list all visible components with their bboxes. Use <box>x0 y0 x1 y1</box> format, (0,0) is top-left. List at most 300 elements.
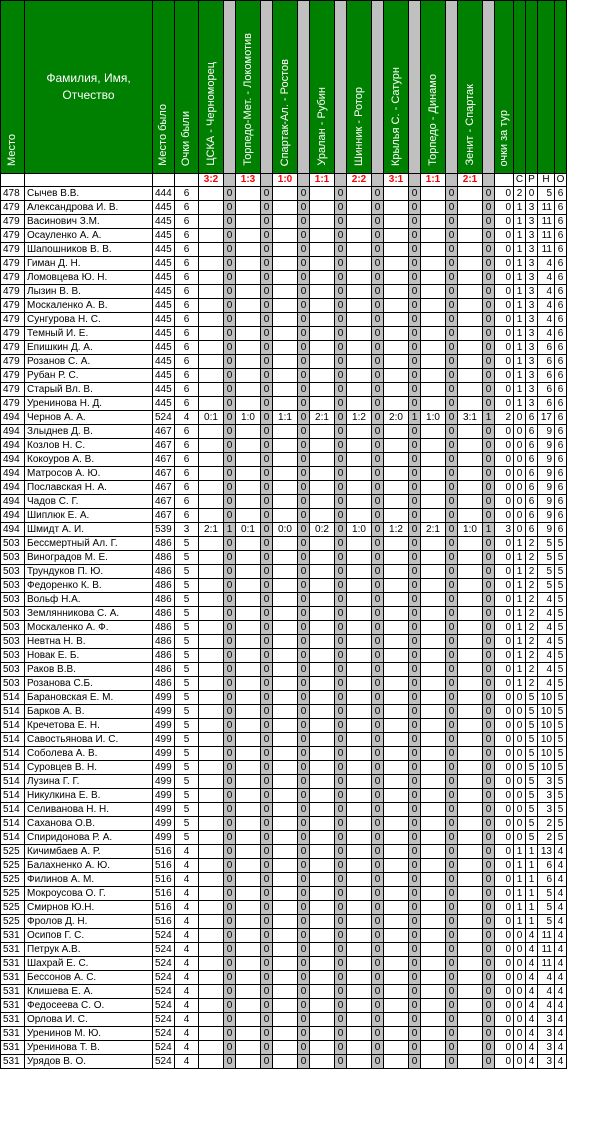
place-cell: 531 <box>1 929 25 943</box>
place-cell: 514 <box>1 719 25 733</box>
prediction-cell: 1:2 <box>384 523 409 537</box>
match-points-cell: 0 <box>372 971 384 985</box>
prediction-cell <box>458 887 483 901</box>
n-cell: 10 <box>538 705 555 719</box>
prediction-cell <box>458 271 483 285</box>
prediction-cell <box>236 999 261 1013</box>
match-points-cell: 0 <box>372 383 384 397</box>
prediction-cell <box>347 341 372 355</box>
n-cell: 4 <box>538 971 555 985</box>
prediction-cell <box>384 761 409 775</box>
n-cell: 4 <box>538 285 555 299</box>
table-row <box>1 523 567 537</box>
match-points-cell: 0 <box>483 803 495 817</box>
name-cell: Чадов С. Г. <box>25 495 153 509</box>
tour-points-cell: 0 <box>495 439 514 453</box>
match-points-cell: 0 <box>483 705 495 719</box>
match-points-cell: 0 <box>261 495 273 509</box>
prev-points-cell: 5 <box>175 607 199 621</box>
c-cell: 1 <box>514 271 526 285</box>
prev-place-cell: 524 <box>153 943 175 957</box>
n-cell: 3 <box>538 1013 555 1027</box>
prev-points-cell: 4 <box>175 929 199 943</box>
prediction-cell <box>199 845 224 859</box>
prediction-cell <box>273 593 298 607</box>
prediction-cell <box>199 1055 224 1069</box>
results-blank <box>175 174 199 187</box>
tour-points-cell: 0 <box>495 509 514 523</box>
match-points-cell: 0 <box>446 439 458 453</box>
prev-place-cell: 524 <box>153 411 175 425</box>
prediction-cell <box>236 243 261 257</box>
match-points-cell: 0 <box>224 803 236 817</box>
place-cell: 494 <box>1 523 25 537</box>
prediction-cell <box>273 929 298 943</box>
prediction-cell <box>421 271 446 285</box>
prediction-cell <box>384 607 409 621</box>
prediction-cell <box>458 383 483 397</box>
n-cell: 3 <box>538 803 555 817</box>
prediction-cell <box>199 299 224 313</box>
prediction-cell <box>310 635 335 649</box>
match-points-cell: 0 <box>372 803 384 817</box>
match-points-cell: 0 <box>372 705 384 719</box>
prediction-cell <box>273 355 298 369</box>
match-points-cell: 0 <box>298 1041 310 1055</box>
prediction-cell <box>199 509 224 523</box>
prediction-cell <box>458 1055 483 1069</box>
match-points-cell: 0 <box>483 943 495 957</box>
match-points-cell: 0 <box>224 495 236 509</box>
prediction-cell <box>236 663 261 677</box>
prev-points-cell: 6 <box>175 257 199 271</box>
table-row <box>1 593 567 607</box>
n-cell: 10 <box>538 761 555 775</box>
match-points-cell: 0 <box>409 691 421 705</box>
match-points-cell: 0 <box>298 1013 310 1027</box>
prediction-cell <box>347 1027 372 1041</box>
prediction-cell <box>384 257 409 271</box>
n-cell: 9 <box>538 467 555 481</box>
match-points-cell: 0 <box>335 1013 347 1027</box>
match-points-cell: 0 <box>335 1027 347 1041</box>
match-points-cell: 0 <box>335 201 347 215</box>
results-gap <box>409 174 421 187</box>
match-points-cell: 0 <box>261 1041 273 1055</box>
r-cell: 0 <box>526 187 538 201</box>
match-points-cell: 0 <box>335 551 347 565</box>
prediction-cell <box>347 607 372 621</box>
prediction-cell <box>347 957 372 971</box>
prediction-cell <box>310 943 335 957</box>
o-cell: 5 <box>555 719 567 733</box>
match-points-cell: 0 <box>483 369 495 383</box>
match-points-cell: 0 <box>372 201 384 215</box>
o-cell: 4 <box>555 887 567 901</box>
tour-points-cell: 2 <box>495 411 514 425</box>
r-cell: 4 <box>526 1027 538 1041</box>
prediction-cell: 0:2 <box>310 523 335 537</box>
r-cell: 5 <box>526 803 538 817</box>
match-points-cell: 0 <box>372 845 384 859</box>
match-points-cell: 0 <box>298 243 310 257</box>
name-cell: Москаленко А. В. <box>25 299 153 313</box>
match-points-cell: 0 <box>446 215 458 229</box>
c-cell: 0 <box>514 705 526 719</box>
prediction-cell <box>384 733 409 747</box>
prediction-cell <box>347 719 372 733</box>
prediction-cell <box>347 257 372 271</box>
c-cell: 0 <box>514 733 526 747</box>
prev-points-cell: 4 <box>175 985 199 999</box>
match-points-cell: 0 <box>298 1027 310 1041</box>
name-cell: Уренинова Н. Д. <box>25 397 153 411</box>
prev-points-cell: 6 <box>175 299 199 313</box>
match-points-cell: 0 <box>335 509 347 523</box>
c-cell: 1 <box>514 593 526 607</box>
prev-place-cell: 445 <box>153 313 175 327</box>
table-row <box>1 1027 567 1041</box>
match-points-cell: 0 <box>335 229 347 243</box>
prediction-cell <box>236 831 261 845</box>
match-points-cell: 0 <box>372 411 384 425</box>
prev-points-cell: 6 <box>175 313 199 327</box>
match-points-cell: 0 <box>409 621 421 635</box>
prediction-cell <box>458 509 483 523</box>
match-points-cell: 0 <box>261 915 273 929</box>
r-cell: 3 <box>526 201 538 215</box>
prediction-cell: 1:0 <box>236 411 261 425</box>
prediction-cell <box>310 355 335 369</box>
match-points-cell: 0 <box>372 621 384 635</box>
r-cell: 2 <box>526 663 538 677</box>
prediction-cell <box>236 327 261 341</box>
match-points-cell: 0 <box>298 285 310 299</box>
match-points-cell: 0 <box>446 495 458 509</box>
tour-points-cell: 0 <box>495 635 514 649</box>
match-points-cell: 0 <box>446 943 458 957</box>
prediction-cell <box>236 341 261 355</box>
name-cell: Матросов А. Ю. <box>25 467 153 481</box>
table-row <box>1 383 567 397</box>
place-cell: 531 <box>1 971 25 985</box>
name-cell: Орлова И. С. <box>25 1013 153 1027</box>
prediction-cell <box>458 747 483 761</box>
prev-points-cell: 6 <box>175 285 199 299</box>
prev-points-cell: 6 <box>175 229 199 243</box>
o-cell: 5 <box>555 593 567 607</box>
prev-points-cell: 6 <box>175 327 199 341</box>
name-cell: Филинов А. М. <box>25 873 153 887</box>
prediction-cell <box>384 845 409 859</box>
match-points-cell: 0 <box>372 607 384 621</box>
prediction-cell <box>199 901 224 915</box>
prediction-cell <box>421 677 446 691</box>
prev-place-cell: 486 <box>153 551 175 565</box>
prev-points-cell: 4 <box>175 1027 199 1041</box>
c-cell: 1 <box>514 635 526 649</box>
tour-points-cell: 0 <box>495 663 514 677</box>
prediction-cell <box>273 999 298 1013</box>
n-cell: 17 <box>538 411 555 425</box>
match-points-cell: 0 <box>298 677 310 691</box>
match-points-cell: 0 <box>446 369 458 383</box>
match-points-cell: 0 <box>224 425 236 439</box>
tour-points-cell: 0 <box>495 761 514 775</box>
prediction-cell <box>310 789 335 803</box>
prediction-cell <box>236 1055 261 1069</box>
o-cell: 6 <box>555 243 567 257</box>
prediction-cell: 1:0 <box>347 523 372 537</box>
prediction-cell <box>310 663 335 677</box>
match-points-cell: 0 <box>261 481 273 495</box>
prev-points-cell: 5 <box>175 803 199 817</box>
prev-place-cell: 445 <box>153 271 175 285</box>
prediction-cell <box>199 971 224 985</box>
prediction-cell <box>347 453 372 467</box>
prediction-cell <box>458 943 483 957</box>
prediction-cell <box>199 943 224 957</box>
tour-points-cell: 0 <box>495 873 514 887</box>
prediction-cell <box>384 663 409 677</box>
table-row <box>1 579 567 593</box>
match-points-cell: 0 <box>335 383 347 397</box>
prediction-cell <box>310 453 335 467</box>
prev-place-cell: 499 <box>153 789 175 803</box>
prediction-cell <box>310 229 335 243</box>
name-cell: Осауленко А. А. <box>25 229 153 243</box>
prediction-cell <box>347 803 372 817</box>
prev-points-cell: 5 <box>175 789 199 803</box>
prediction-cell <box>347 1013 372 1027</box>
prediction-cell: 2:1 <box>199 523 224 537</box>
prediction-cell <box>199 439 224 453</box>
match-points-cell: 0 <box>298 943 310 957</box>
prediction-cell <box>310 341 335 355</box>
r-cell: 6 <box>526 411 538 425</box>
match-points-cell: 0 <box>261 957 273 971</box>
match-points-cell: 0 <box>372 719 384 733</box>
r-cell: 1 <box>526 915 538 929</box>
prediction-cell <box>236 229 261 243</box>
prediction-cell <box>458 817 483 831</box>
match-points-cell: 0 <box>409 565 421 579</box>
table-row <box>1 467 567 481</box>
prev-place-cell: 524 <box>153 929 175 943</box>
prediction-cell <box>421 187 446 201</box>
o-cell: 6 <box>555 397 567 411</box>
match-points-cell: 0 <box>298 327 310 341</box>
prediction-cell <box>310 467 335 481</box>
match-points-cell: 0 <box>409 467 421 481</box>
prev-place-cell: 445 <box>153 243 175 257</box>
prediction-cell <box>421 957 446 971</box>
match-points-cell: 0 <box>335 747 347 761</box>
place-cell: 525 <box>1 915 25 929</box>
r-cell: 2 <box>526 607 538 621</box>
r-cell: 3 <box>526 369 538 383</box>
n-cell: 5 <box>538 551 555 565</box>
prediction-cell <box>421 887 446 901</box>
prediction-cell <box>273 537 298 551</box>
r-cell: 3 <box>526 327 538 341</box>
prediction-cell <box>310 803 335 817</box>
o-cell: 4 <box>555 943 567 957</box>
r-cell: 3 <box>526 257 538 271</box>
match-points-cell: 0 <box>261 439 273 453</box>
prediction-cell <box>384 915 409 929</box>
prev-place-cell: 524 <box>153 985 175 999</box>
match-points-cell: 0 <box>224 607 236 621</box>
match-points-cell: 0 <box>446 523 458 537</box>
prediction-cell <box>421 705 446 719</box>
results-gap <box>298 174 310 187</box>
match-points-cell: 0 <box>298 551 310 565</box>
match-points-cell: 0 <box>261 327 273 341</box>
prediction-cell <box>310 327 335 341</box>
prev-points-cell: 5 <box>175 761 199 775</box>
prediction-cell <box>347 649 372 663</box>
table-row <box>1 355 567 369</box>
match-points-cell: 0 <box>409 831 421 845</box>
prediction-cell <box>310 929 335 943</box>
match-points-cell: 0 <box>261 691 273 705</box>
prediction-cell <box>421 747 446 761</box>
tour-points-cell: 0 <box>495 593 514 607</box>
match-points-cell: 0 <box>409 509 421 523</box>
prediction-cell <box>273 831 298 845</box>
place-cell: 479 <box>1 397 25 411</box>
match-points-cell: 0 <box>224 649 236 663</box>
tour-points-cell: 0 <box>495 369 514 383</box>
prediction-cell <box>347 467 372 481</box>
prediction-cell <box>384 649 409 663</box>
match-points-cell: 0 <box>409 663 421 677</box>
place-cell: 494 <box>1 453 25 467</box>
prev-points-cell: 5 <box>175 733 199 747</box>
c-cell: 0 <box>514 1041 526 1055</box>
prediction-cell <box>421 327 446 341</box>
prediction-cell <box>236 383 261 397</box>
name-cell: Никулкина Е. В. <box>25 789 153 803</box>
tour-points-cell: 0 <box>495 831 514 845</box>
match-points-cell: 0 <box>446 243 458 257</box>
prev-points-cell: 6 <box>175 355 199 369</box>
prediction-cell <box>236 551 261 565</box>
tour-points-cell: 0 <box>495 887 514 901</box>
prediction-cell <box>384 1013 409 1027</box>
prev-place-cell: 524 <box>153 1041 175 1055</box>
prediction-cell <box>384 803 409 817</box>
tour-points-cell: 0 <box>495 607 514 621</box>
match-points-cell: 0 <box>483 201 495 215</box>
r-cell: 3 <box>526 243 538 257</box>
header-match-4-label: Уралан - Рубин <box>315 87 328 166</box>
table-row <box>1 411 567 425</box>
prediction-cell <box>236 299 261 313</box>
prev-place-cell: 524 <box>153 1055 175 1069</box>
prediction-cell <box>236 985 261 999</box>
tour-points-cell: 3 <box>495 523 514 537</box>
match-points-cell: 0 <box>483 985 495 999</box>
c-cell: 1 <box>514 383 526 397</box>
prediction-cell <box>236 775 261 789</box>
match-points-cell: 0 <box>335 691 347 705</box>
match-points-cell: 0 <box>483 789 495 803</box>
prediction-cell <box>236 1041 261 1055</box>
place-cell: 514 <box>1 761 25 775</box>
table-row <box>1 425 567 439</box>
prediction-cell <box>347 229 372 243</box>
match-points-cell: 0 <box>335 901 347 915</box>
match-points-cell: 0 <box>224 187 236 201</box>
prediction-cell <box>236 397 261 411</box>
c-cell: 1 <box>514 285 526 299</box>
place-cell: 503 <box>1 621 25 635</box>
prediction-cell <box>458 985 483 999</box>
match-result-4: 1:1 <box>310 174 335 187</box>
match-points-cell: 0 <box>335 971 347 985</box>
prev-points-cell: 6 <box>175 467 199 481</box>
prediction-cell <box>273 439 298 453</box>
results-gap <box>483 174 495 187</box>
match-points-cell: 0 <box>224 257 236 271</box>
match-points-cell: 0 <box>446 621 458 635</box>
prediction-cell <box>458 1027 483 1041</box>
header-match-2 <box>236 1 261 174</box>
tour-points-cell: 0 <box>495 999 514 1013</box>
prediction-cell <box>421 859 446 873</box>
o-cell: 5 <box>555 803 567 817</box>
prediction-cell <box>310 383 335 397</box>
match-points-cell: 0 <box>298 383 310 397</box>
c-cell: 1 <box>514 397 526 411</box>
prediction-cell <box>273 985 298 999</box>
n-cell: 4 <box>538 635 555 649</box>
prev-points-cell: 5 <box>175 663 199 677</box>
results-gap <box>335 174 347 187</box>
name-cell: Уренинов М. Ю. <box>25 1027 153 1041</box>
prediction-cell <box>199 313 224 327</box>
match-points-cell: 0 <box>261 887 273 901</box>
prediction-cell <box>347 635 372 649</box>
match-points-cell: 0 <box>409 985 421 999</box>
match-points-cell: 0 <box>261 733 273 747</box>
c-cell: 0 <box>514 719 526 733</box>
match-points-cell: 0 <box>261 845 273 859</box>
r-cell: 1 <box>526 887 538 901</box>
prediction-cell <box>273 859 298 873</box>
prediction-cell <box>273 775 298 789</box>
place-cell: 525 <box>1 845 25 859</box>
table-row <box>1 873 567 887</box>
match-points-cell: 0 <box>298 397 310 411</box>
match-points-cell: 0 <box>483 733 495 747</box>
header-match-1-label: ЦСКА - Черноморец <box>204 62 217 166</box>
match-points-cell: 0 <box>261 705 273 719</box>
match-points-cell: 0 <box>483 551 495 565</box>
prediction-cell <box>458 187 483 201</box>
match-points-cell: 0 <box>298 341 310 355</box>
prediction-cell <box>236 705 261 719</box>
prediction-cell <box>199 425 224 439</box>
table-row <box>1 733 567 747</box>
prediction-cell <box>458 257 483 271</box>
prediction-cell: 2:0 <box>384 411 409 425</box>
place-cell: 525 <box>1 873 25 887</box>
prediction-cell <box>199 187 224 201</box>
prediction-cell <box>199 271 224 285</box>
